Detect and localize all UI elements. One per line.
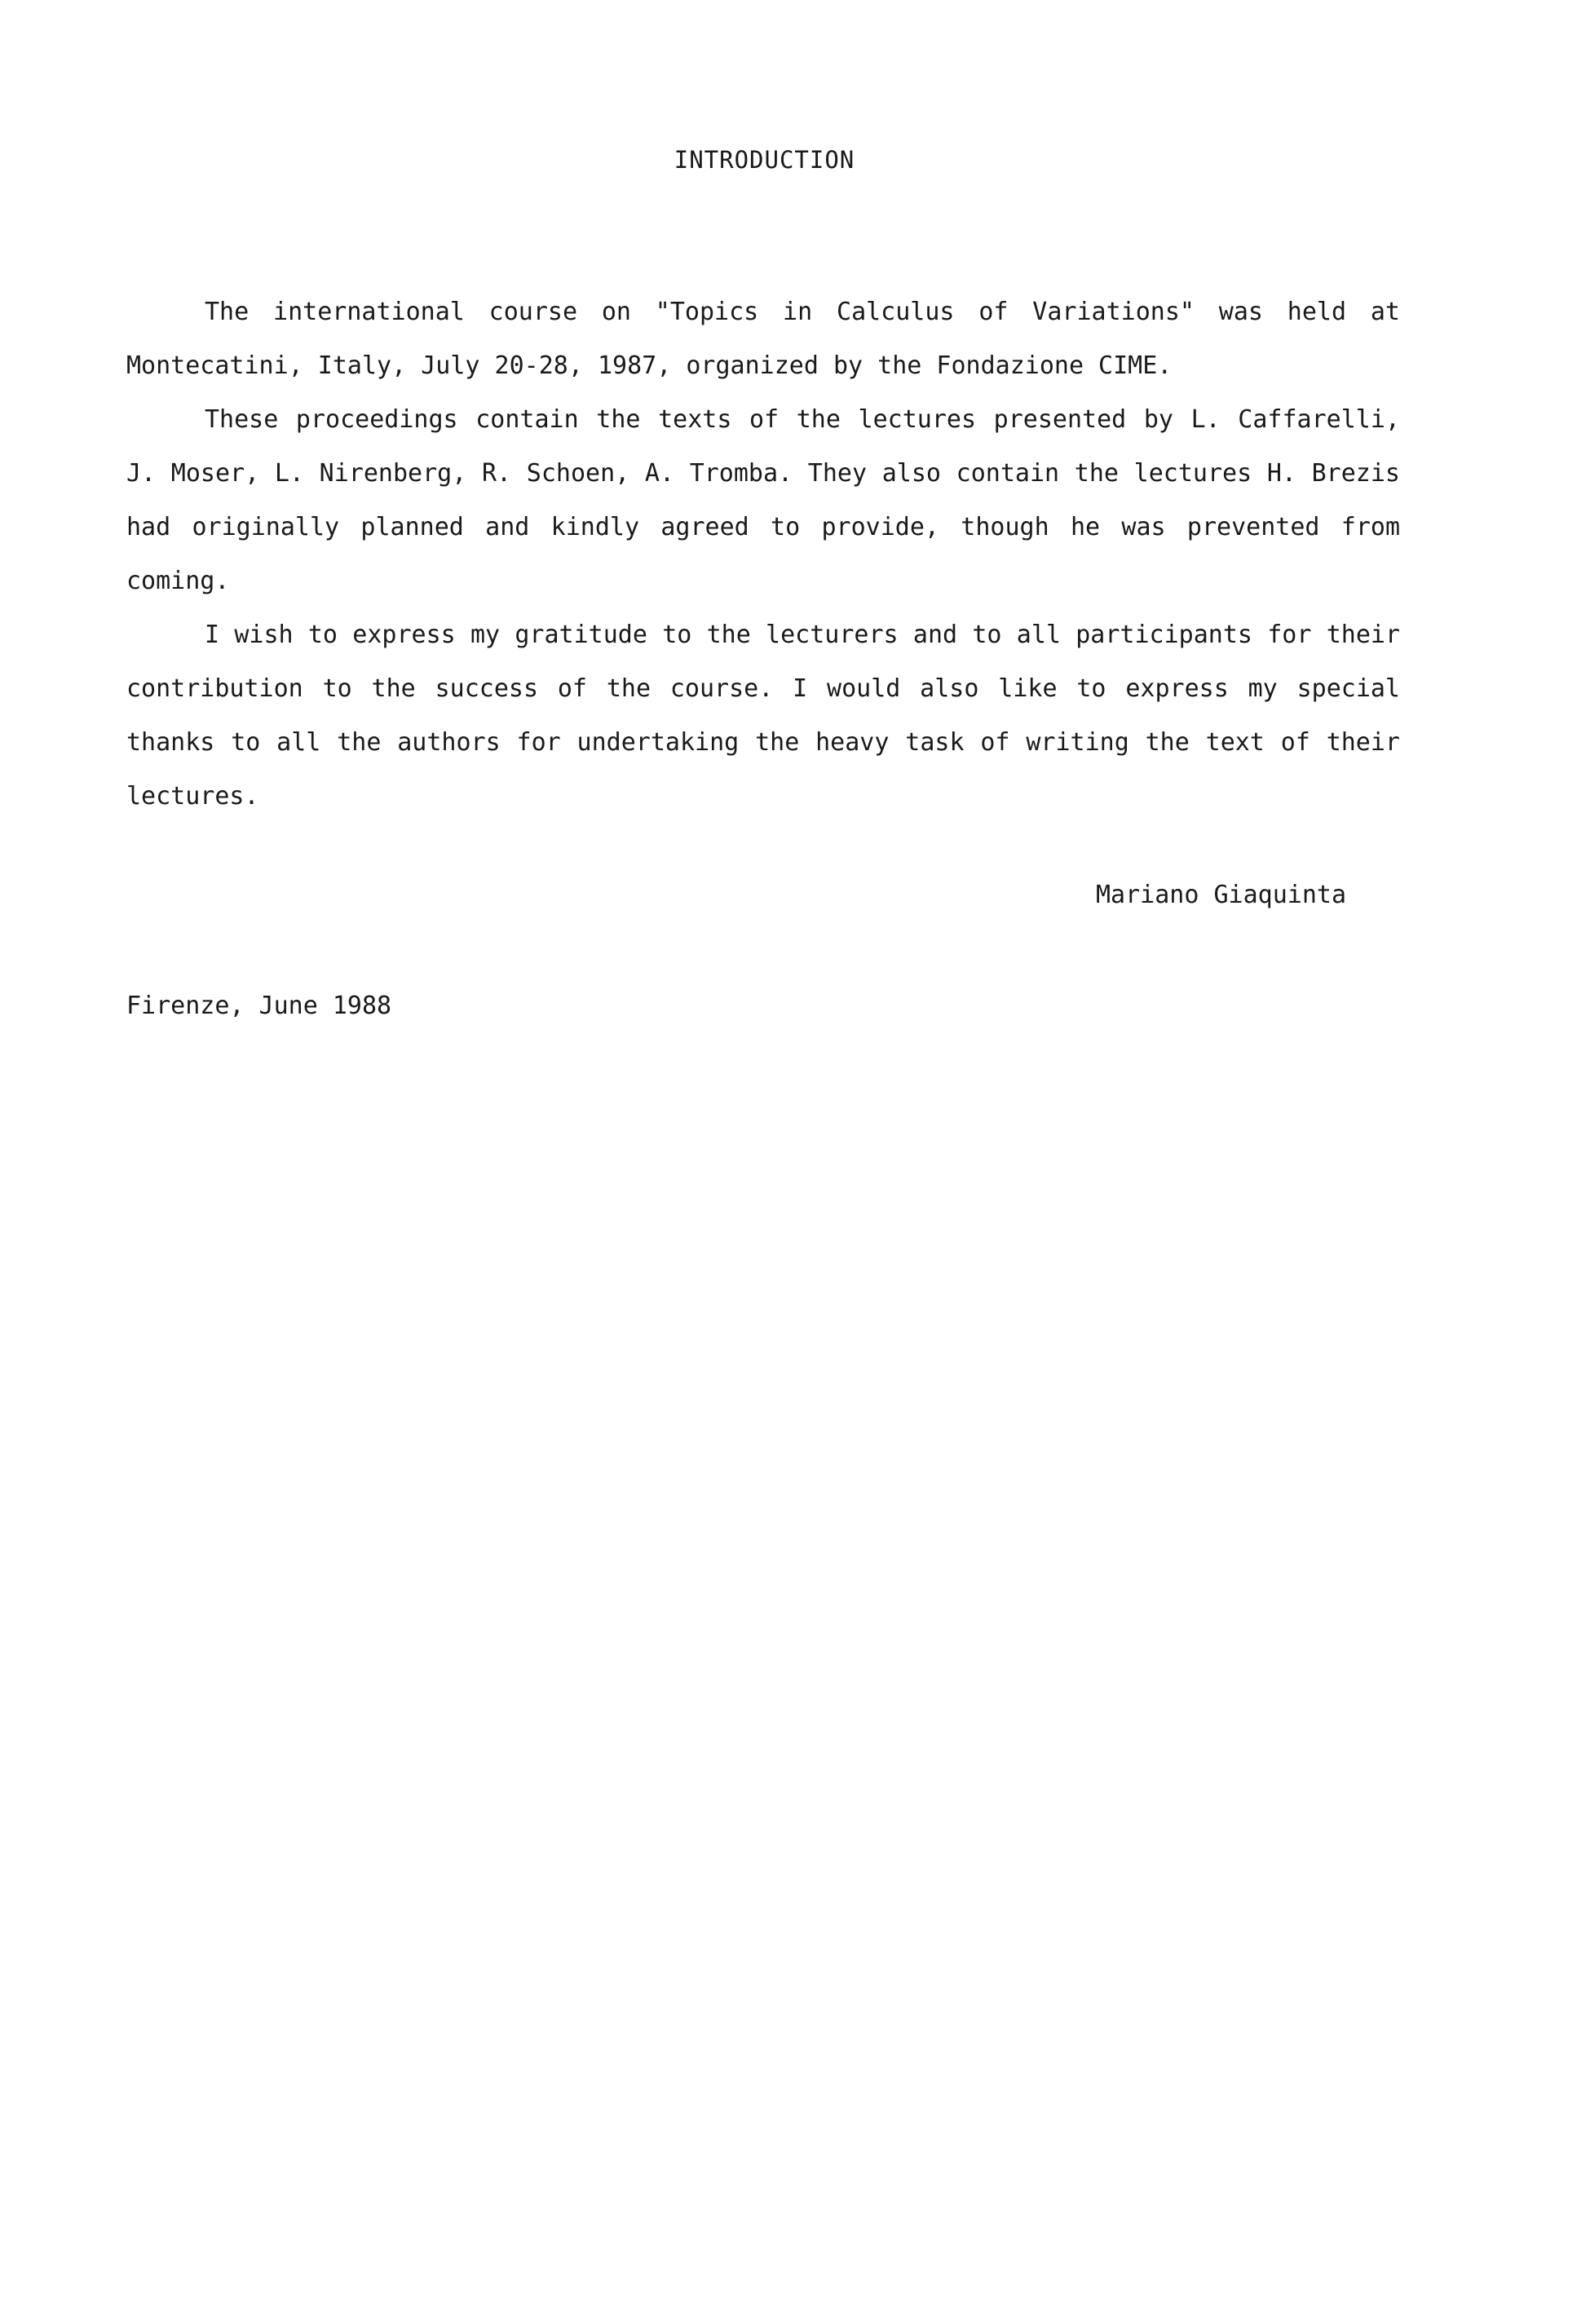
paragraph-2: These proceedings contain the texts of the lectures presented by L. Caffarelli, J. Moser, L. Nirenberg, R. Schoen, A. Tromba. They also contain the lectures H. Brezis had originally planned and kindly agreed to provide, though he was prevented from coming. (126, 405, 1400, 595)
paragraph-1: The international course on "Topics in Calculus of Variations" was held at Montecatini, Italy, July 20-28, 1987, organized by the Fondazione CIME. (126, 298, 1400, 380)
page-title: INTRODUCTION (674, 146, 855, 174)
paragraph-3: I wish to express my gratitude to the lecturers and to all participants for their contribution to the success of the course. I would also like to express my special thanks to all the authors for undertaking the heavy task of writing the text of their lectures. (126, 621, 1400, 811)
author-signature: Mariano Giaquinta (1096, 881, 1347, 909)
introduction-body (126, 285, 1400, 824)
place-and-date: Firenze, June 1988 (126, 992, 392, 1020)
